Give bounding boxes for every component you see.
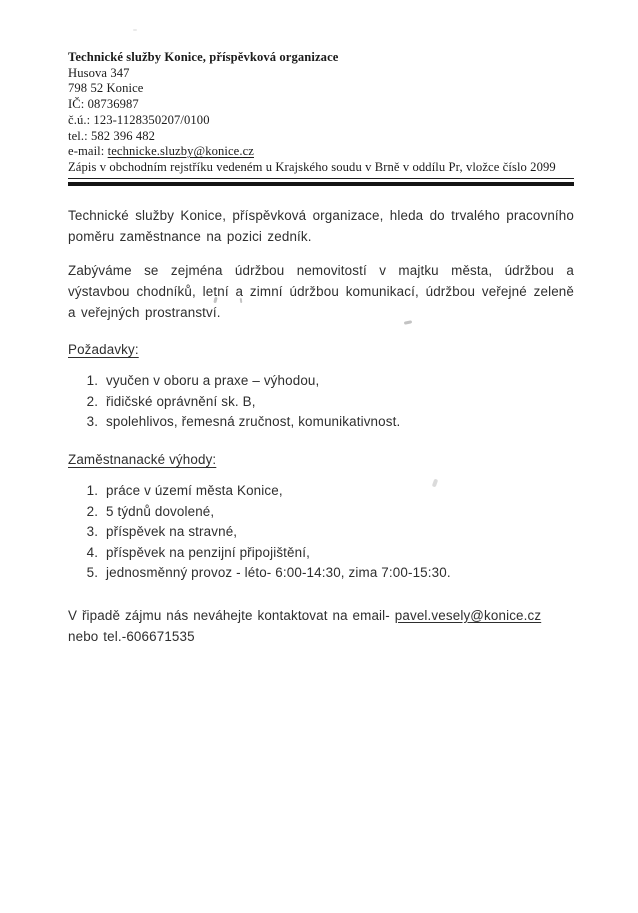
registry-line: Zápis v obchodním rejstříku vedeném u Krajského soudu v Brně v oddílu Pr, vložce číslo 2099 bbox=[68, 160, 574, 179]
about-paragraph: Zabýváme se zejména údržbou nemovitostí v majtku města, údržbou a výstavbou chodníků, letní a zimní údržbou komunikací, údržbou veřejné zeleně a veřejných prostranství. bbox=[68, 263, 574, 321]
phone-number: tel.: 582 396 482 bbox=[68, 128, 156, 143]
closing-text-before: V řipadě zájmu nás neváhejte kontaktovat na email- bbox=[68, 607, 395, 623]
benefit-item-5: 5. jednosměnný provoz - léto- 6:00-14:30, zima 7:00-15:30. bbox=[102, 563, 574, 584]
requirements-list bbox=[68, 371, 574, 433]
requirement-item-3: 3. spolehlivos, řemesná zručnost, komunikativnost. bbox=[102, 412, 574, 433]
company-id: IČ: 08736987 bbox=[68, 97, 139, 112]
letter-body bbox=[68, 205, 574, 648]
postal-city: 798 52 Konice bbox=[68, 81, 144, 96]
scan-speck bbox=[299, 617, 304, 620]
benefit-item-1: 1. práce v území města Konice, bbox=[102, 481, 574, 502]
separator-thick-rule bbox=[68, 182, 574, 187]
email-line bbox=[68, 144, 574, 160]
requirement-item-1: 1. vyučen v oboru a praxe – výhodou, bbox=[102, 371, 574, 392]
benefits-list bbox=[68, 481, 574, 584]
bank-account: č.ú.: 123-1128350207/0100 bbox=[68, 112, 210, 127]
org-email-link: technicke.sluzby@konice.cz bbox=[107, 144, 254, 159]
benefit-item-3: 3. příspěvek na stravné, bbox=[102, 522, 574, 543]
requirements-heading: Požadavky: bbox=[68, 342, 139, 358]
contact-email-link: pavel.vesely@konice.cz bbox=[394, 607, 542, 623]
email-label: e-mail: bbox=[68, 144, 108, 159]
closing-text-after: nebo tel.-606671535 bbox=[68, 629, 195, 645]
intro-paragraph: Technické služby Konice, příspěvková organizace, hleda do trvalého pracovního poměru zaměstnance na pozici zedník. bbox=[68, 208, 574, 245]
org-name: Technické služby Konice, příspěvková organizace bbox=[68, 50, 339, 64]
street-address: Husova 347 bbox=[68, 65, 130, 80]
benefits-heading: Zaměstnanacké výhody: bbox=[68, 451, 217, 467]
scan-speck bbox=[133, 29, 137, 31]
closing-paragraph bbox=[68, 605, 574, 648]
benefit-item-4: 4. příspěvek na penzijní připojištění, bbox=[102, 543, 574, 564]
benefit-item-2: 2. 5 týdnů dovolené, bbox=[102, 502, 574, 523]
requirement-item-2: 2. řidičské oprávnění sk. B, bbox=[102, 392, 574, 413]
letterhead bbox=[68, 50, 574, 179]
